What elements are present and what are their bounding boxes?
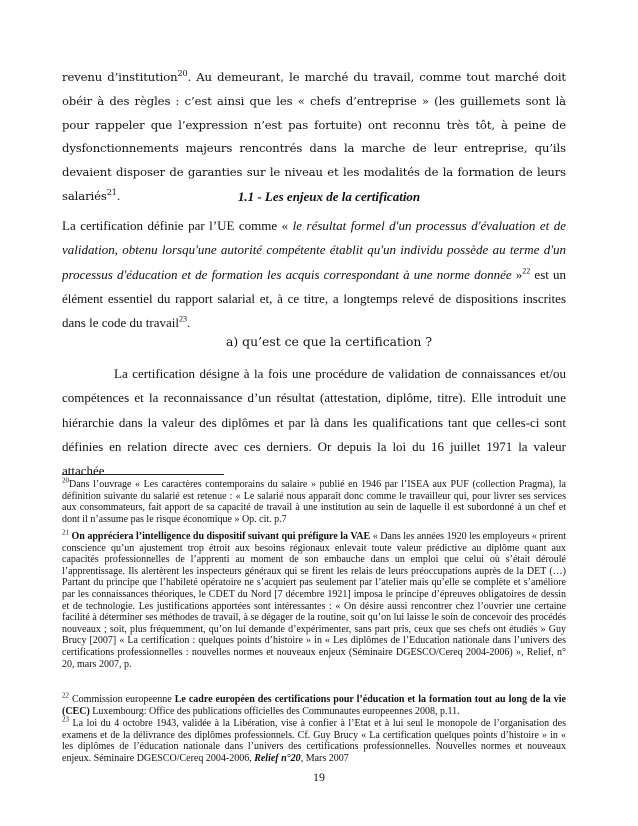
footnote-text: Commission europeenne	[69, 694, 175, 705]
footnote-21	[62, 528, 567, 670]
footnote-text: , Mars 2007	[300, 752, 349, 764]
footnote-20	[62, 476, 566, 525]
footnote-bold-text: Le cadre européen des certifications pour l’éducation et la formation tout au long de la vie (CEC)	[62, 694, 566, 717]
footnote-number: 21	[62, 528, 69, 537]
eu-definition-quote: le résultat formel d'un processus d'évaluation et de validation, obtenu lorsqu'une autorité compétente établit qu'un individu possède au terme d'un processus d'éducation et de formation les acquis correspondant à une norme donnée	[62, 218, 566, 282]
footnote-22	[62, 691, 566, 717]
paragraph-intro	[62, 66, 566, 209]
text-run: . Au demeurant, le marché du travail, comme tout marché doit obéir à des règles : c’est ainsi que les « chefs d’entreprise » (les guillemets sont là pour rappeler que l’expression n’est pas fortuite) ont reconnu très tôt, à peine de dysfonctionnements majeurs rencontrés dans la marche de leur entreprise, qu’ils devaient disposer de garanties sur le niveau et les modalités de la formation de leurs salariés	[62, 70, 566, 203]
footnote-bold-text: On appréciera l’intelligence du dispositif suivant qui préfigure la VAE	[71, 531, 371, 542]
footnote-bolditalic-text: Relief n°20	[254, 752, 301, 764]
paragraph-what-is-certification: La certification désigne à la fois une procédure de validation de connaissances et/ou compétences et la reconnaissance d’un résultat (attestation, diplôme, titre). Elle introduit une hiérarchie dans la valeur des diplômes et par là dans les qualifications tant que celles-ci sont définies en relation directe avec ces derniers. Or depuis la loi du 16 juillet 1971 la valeur attachée	[62, 366, 566, 479]
text-run: .	[186, 315, 191, 331]
footnote-separator	[62, 474, 224, 475]
footnote-ref-20[interactable]: 20	[177, 69, 188, 79]
paragraph-certification-definition	[62, 214, 566, 335]
footnote-ref-23[interactable]: 23	[178, 314, 187, 324]
footnote-number: 23	[62, 715, 69, 724]
subheading-a: a) qu’est ce que la certification ?	[226, 334, 432, 349]
text-run: .	[116, 188, 121, 203]
footnote-text: « Dans les années 1920 les employeurs « prirent conscience qu’un ajustement trop étroit aux besoins régionaux enlevait toute valeur prédictive au diplôme quant aux capacités professionnelles de l’apprenti au moment de son embauche dans un emploi que celui où s’était déroulé l’apprentissage. Ils alertèrent les inspecteurs généraux qui se firent les relais de leurs préoccupations auprès de la DET (…) Partant du principe que l’habileté opératoire ne s’acquiert pas seulement par l’atelier mais qu’elle se complète et s’améliore par les connaissances théoriques, le CDET du Nord [7 décembre 1921] imposa le principe d’épreuves obligatoires de dessin et de technologie. Les justifications apportées sont intéressantes : « On désire aussi rencontrer chez l’ouvrier une certaine facilité à déterminer ses méthodes de travail, à se dégager de la routine, soit qu’on lui laisse le soin de concevoir des procédés nouveaux ; soit, plus fréquemment, qu’on lui demande d’expérimenter, sans part pris, ceux que ses chefs ont étudiés » Guy Brucy [2007] « La certification : quelques points d’histoire » in « Les diplômes de l’Education nationale dans l’univers des certifications professionnelles : nouvelles normes et nouveaux enjeux (Séminaire DGESCO/Cereq 2004-2006) », Relief, n° 20, mars 2007, p.	[62, 531, 567, 670]
footnote-number: 22	[62, 691, 69, 700]
text-run: est un élément essentiel du rapport salarial et, à ce titre, a longtemps relevé de dispositions inscrites dans le code du travail	[62, 266, 567, 331]
footnote-text: La loi du 4 octobre 1943, validée à la Libération, vise à confier à l’Etat et à lui seul le monopole de l’organisation des examens et de la délivrance des diplômes professionnels. Cf. Guy Brucy « La certification quelques points d’histoire » in « les diplômes de l’éducation nationale dans l’univers des certifications professionnelles. Nouvelles normes et nouveaux enjeux. Séminaire DGESCO/Cereq 2004-2006,	[62, 718, 566, 764]
footnote-number: 20	[62, 476, 69, 485]
footnote-text: Luxembourg: Office des publications officielles des Communautes europeennes 2008, p.11.	[89, 705, 460, 717]
page-number: 19	[313, 770, 325, 784]
footnote-ref-21[interactable]: 21	[106, 188, 117, 198]
text-run: revenu d’institution	[62, 70, 178, 84]
text-run: »	[511, 266, 523, 282]
footnote-23	[62, 715, 566, 764]
footnote-ref-22[interactable]: 22	[522, 266, 531, 276]
text-run: La certification définie par l’UE comme «	[62, 218, 293, 233]
footnote-text: Dans l’ouvrage « Les caractères contemporains du salaire » publié en 1946 par l’ISEA aux PUF (collection Pragma), la définition suivante du salarié est retenue : « Le salarié nous apparaît donc comme le travailleur qui, pour livrer ses services aux consommateurs, fait apport de sa capacité de travail à une institution au sein de laquelle il est subordonné à un chef et dont il n’assume pas le risque économique » Op. cit. p.7	[62, 479, 566, 525]
section-heading-1-1: 1.1 - Les enjeux de la certification	[237, 189, 421, 204]
